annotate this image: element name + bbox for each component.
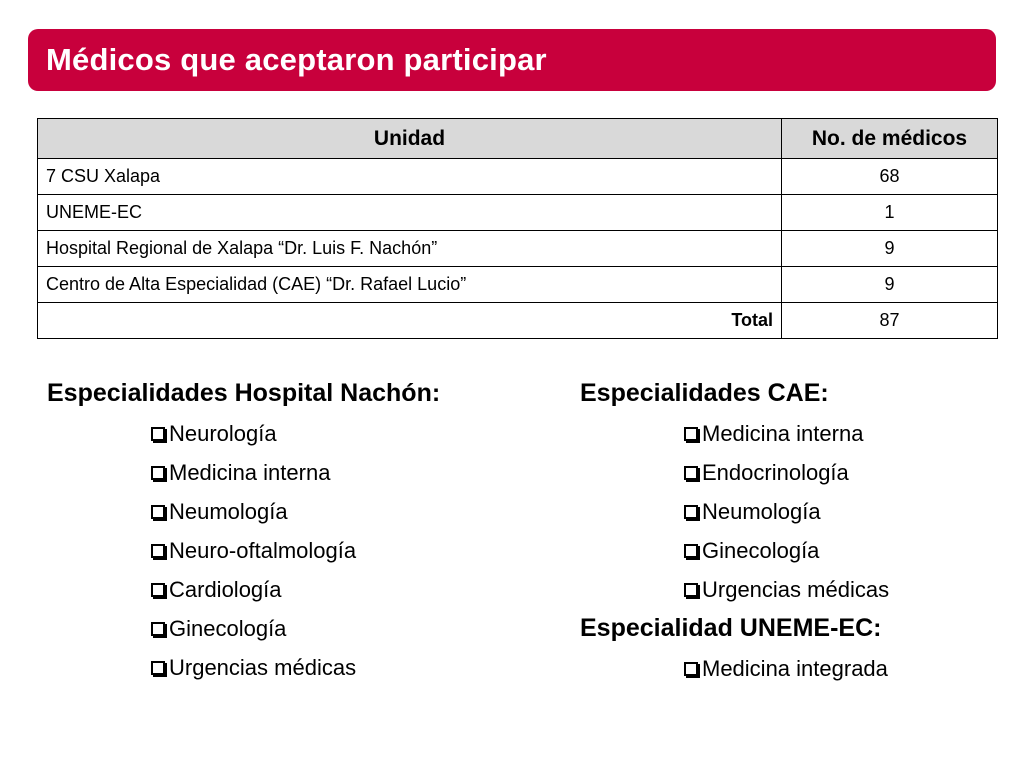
list-item-label: Medicina integrada xyxy=(702,656,888,681)
header-count: No. de médicos xyxy=(782,119,998,159)
checkbox-bullet-icon xyxy=(151,622,165,636)
list-item-label: Ginecología xyxy=(169,616,287,641)
table-row xyxy=(38,195,998,231)
table-row xyxy=(38,159,998,195)
nachon-heading: Especialidades Hospital Nachón: xyxy=(47,379,441,407)
uneme-heading: Especialidad UNEME-EC: xyxy=(580,614,882,642)
cell-unit: Hospital Regional de Xalapa “Dr. Luis F. Nachón” xyxy=(38,231,782,267)
checkbox-bullet-icon xyxy=(151,466,165,480)
total-label: Total xyxy=(38,303,782,339)
list-item xyxy=(684,649,889,688)
list-item xyxy=(684,492,889,531)
cell-count: 9 xyxy=(782,267,998,303)
uneme-list xyxy=(684,649,889,688)
page-title: Médicos que aceptaron participar xyxy=(46,42,547,77)
title-bar xyxy=(28,29,996,91)
checkbox-bullet-icon xyxy=(151,505,165,519)
cell-unit: Centro de Alta Especialidad (CAE) “Dr. Rafael Lucio” xyxy=(38,267,782,303)
header-unit: Unidad xyxy=(38,119,782,159)
participants-table xyxy=(37,118,998,339)
cell-count: 9 xyxy=(782,231,998,267)
list-item xyxy=(684,570,889,609)
list-item-label: Urgencias médicas xyxy=(702,577,890,602)
checkbox-bullet-icon xyxy=(684,427,698,441)
list-item-label: Ginecología xyxy=(702,538,820,563)
table-total-row xyxy=(38,303,998,339)
checkbox-bullet-icon xyxy=(151,427,165,441)
list-item-label: Neumología xyxy=(702,499,821,524)
cell-count: 68 xyxy=(782,159,998,195)
checkbox-bullet-icon xyxy=(151,661,165,675)
cae-section xyxy=(580,376,889,688)
list-item-label: Medicina interna xyxy=(169,460,331,485)
checkbox-bullet-icon xyxy=(684,583,698,597)
list-item xyxy=(684,453,889,492)
checkbox-bullet-icon xyxy=(684,466,698,480)
cae-list xyxy=(684,414,889,609)
nachon-section xyxy=(47,376,440,687)
list-item-label: Neumología xyxy=(169,499,288,524)
list-item xyxy=(684,414,889,453)
total-count: 87 xyxy=(782,303,998,339)
list-item-label: Cardiología xyxy=(169,577,282,602)
checkbox-bullet-icon xyxy=(684,505,698,519)
table-row xyxy=(38,231,998,267)
checkbox-bullet-icon xyxy=(151,583,165,597)
nachon-list xyxy=(151,414,440,687)
checkbox-bullet-icon xyxy=(684,662,698,676)
list-item xyxy=(151,609,440,648)
checkbox-bullet-icon xyxy=(151,544,165,558)
list-item-label: Neurología xyxy=(169,421,277,446)
list-item xyxy=(151,531,440,570)
cell-unit: UNEME-EC xyxy=(38,195,782,231)
list-item-label: Medicina interna xyxy=(702,421,864,446)
list-item xyxy=(151,453,440,492)
cae-heading: Especialidades CAE: xyxy=(580,379,829,407)
table-row xyxy=(38,267,998,303)
list-item xyxy=(151,414,440,453)
list-item xyxy=(151,570,440,609)
list-item-label: Neuro-oftalmología xyxy=(169,538,357,563)
list-item xyxy=(151,648,440,687)
table-header-row xyxy=(38,119,998,159)
cell-unit: 7 CSU Xalapa xyxy=(38,159,782,195)
list-item xyxy=(684,531,889,570)
list-item xyxy=(151,492,440,531)
list-item-label: Endocrinología xyxy=(702,460,849,485)
cell-count: 1 xyxy=(782,195,998,231)
checkbox-bullet-icon xyxy=(684,544,698,558)
list-item-label: Urgencias médicas xyxy=(169,655,357,680)
